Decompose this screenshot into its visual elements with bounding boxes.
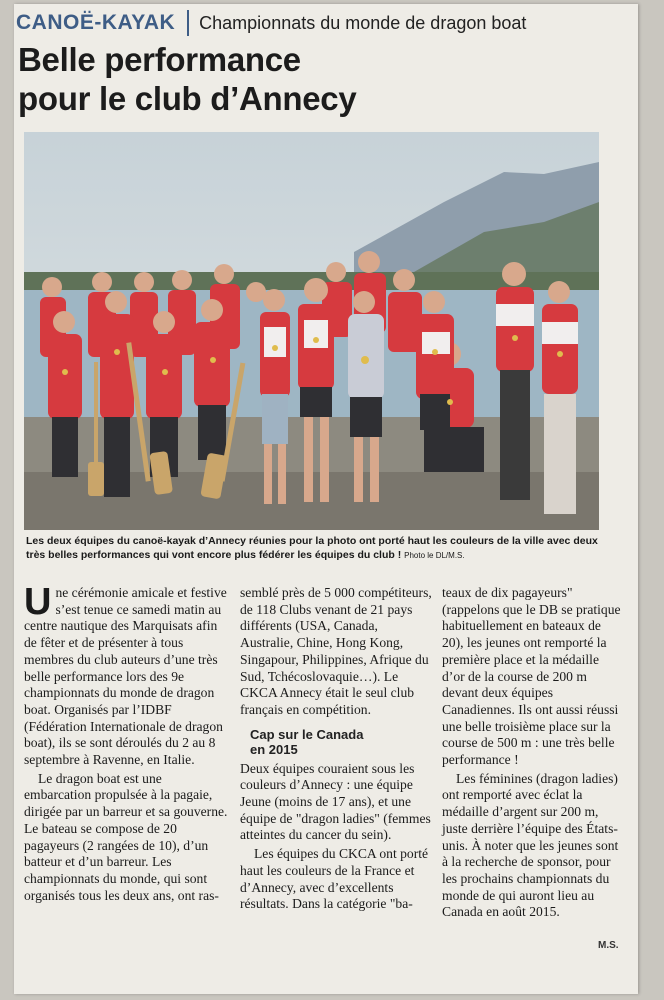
author-signature: M.S. <box>598 940 619 951</box>
lead-paragraph-text: ne cérémonie amicale et festive s’est tenue ce samedi matin au centre nautique des Marquisats afin de fêter et de présenter à tous membres du club auteurs d’une très belle performance lors des 9e championnats du monde de dragon boat. Organisés par l’IDBF (Fédération Internationale de dragon boat), ils se sont déroulés du 2 au 8 septembre à Ravenne, en Italie. <box>24 585 227 768</box>
article-paragraph: teaux de dix pagayeurs" (rappelons que le DB se pratique habituellement en bateaux de 20), les jeunes ont remporté la première place et la médaille d’or de la course de 200 m devant deux équipes Canadiennes. Ils ont aussi réussi une belle troisième place sur la course de 500 m : une très belle performance ! <box>442 585 621 768</box>
team-photo <box>24 132 599 530</box>
headline-line-2: pour le club d’Annecy <box>18 80 357 117</box>
caption-text: Les deux équipes du canoë-kayak d’Annecy réunies pour la photo ont porté haut les couleurs de la ville avec deux très belles performances qui vont encore plus fédérer les équipes du club ! <box>26 535 598 561</box>
section-header <box>16 6 616 40</box>
article-paragraph: Deux équipes couraient sous les couleurs d’Annecy : une équipe Jeune (moins de 17 ans), et une équipe de "dragon ladies" (femmes atteintes du cancer du sein). <box>240 760 431 843</box>
article-lead-paragraph <box>24 581 228 769</box>
article-headline <box>18 40 578 118</box>
article-paragraph: Le dragon boat est une embarcation propulsée à la pagaie, dirigée par un barreur et sa gouverne. Le bateau se compose de 20 pagayeurs (2 rangées de 10), d’un batteur et d’un barreur. Les championnats du monde, qui sont organisés tous les deux ans, ont ras- <box>24 770 228 903</box>
article-paragraph: semblé près de 5 000 compétiteurs, de 118 Clubs venant de 21 pays différents (USA, Canada, Australie, Chine, Hong Kong, Singapour, Philippines, Afrique du Sud, Tchécoslovaquie…). Le CKCA Annecy était le seul club français en compétition. <box>240 585 432 717</box>
article-column-3 <box>442 585 622 923</box>
article-paragraph: Les équipes du CKCA ont porté haut les couleurs de la France et d’Annecy, avec d’excellents résultats. Dans la catégorie "ba- <box>240 846 429 912</box>
section-kicker: CANOË-KAYAK <box>16 11 176 34</box>
photo-caption <box>26 534 606 563</box>
headline-line-1: Belle performance <box>18 41 301 78</box>
article-column-2 <box>240 585 432 915</box>
photo-credit: Photo le DL/M.S. <box>404 551 465 560</box>
drop-cap: U <box>24 581 52 623</box>
section-subkicker: Championnats du monde de dragon boat <box>199 12 527 33</box>
team-photo-illustration <box>24 132 599 530</box>
subheading-line-2: en 2015 <box>250 741 298 757</box>
subheading-line-1: Cap sur le Canada <box>250 726 364 742</box>
article-paragraph: Les féminines (dragon ladies) ont remporté avec éclat la médaille d’argent sur 200 m, juste derrière l’équipe des États-unis. À noter que les jeunes sont à la recherche de sponsor, pour les prochains championnats du monde de qui auront lieu au Canada en août 2015. <box>442 770 619 920</box>
article-subheading <box>250 727 432 757</box>
kicker-divider <box>187 10 189 36</box>
article-column-1 <box>24 581 228 906</box>
